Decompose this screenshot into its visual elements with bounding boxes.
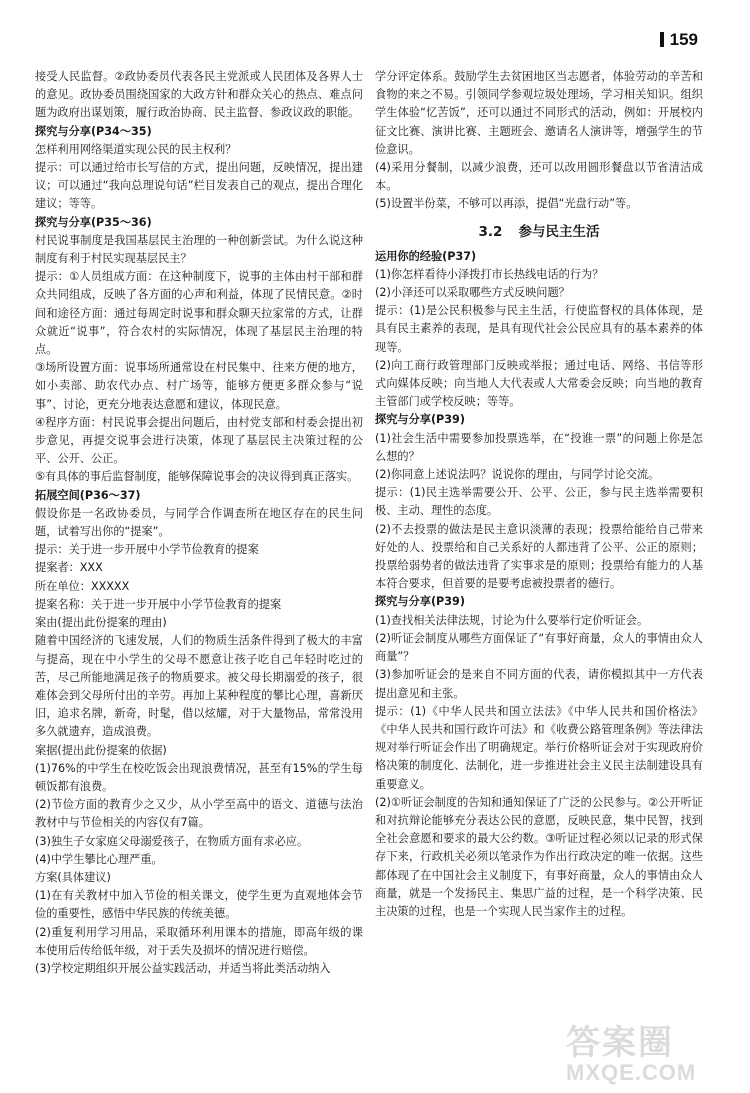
paragraph: 怎样利用网络渠道实现公民的民主权利？: [35, 142, 237, 156]
paragraph: ③场所设置方面：说事场所通常设在村民集中、往来方便的地方，如小卖部、助农代办点、村广场等，能够方便更多群众参与“说事”、讨论，更充分地表达意愿和建议，体现民意。: [35, 361, 363, 411]
paragraph: 案由(提出此份提案的理由): [35, 616, 167, 630]
paragraph: 提示：(1)是公民积极参与民主生活，行使监督权的具体体现，是具有民主素养的表现，是具有现代社会公民应具有的基本素养的体现等。: [375, 304, 703, 354]
paragraph: (1)你怎样看待小泽拨打市长热线电话的行为？: [375, 267, 604, 281]
paragraph: ④程序方面：村民说事会提出问题后，由村党支部和村委会提出初步意见，再提交说事会进行决策，体现了基层民主决策过程的公平、公开、公正。: [35, 415, 363, 466]
subsection-heading: 探究与分享(P39): [375, 413, 465, 427]
watermark-line2: MXQE.COM: [566, 1060, 697, 1085]
paragraph: 提示：(1)民主选举需要公开、公平、公正，参与民主选举需要积极、主动、理性的态度。: [375, 486, 703, 518]
subsection-heading: 运用你的经验(P37): [375, 249, 477, 263]
page-number: [660, 30, 698, 50]
paragraph: (2)①听证会制度的告知和通知保证了广泛的公民参与。②公开听证和对抗辩论能够充分表达公民的意愿，反映民意，集中民智，找到全社会意愿和要求的最大公约数。③听证过程必须以记录的形式保存下来，行政机关必须以笔录作为作出行政决定的唯一依据。这些都体现了在中国社会主义制度下，有事好商量，众人的事情由众人商量，就是一个发扬民主、集思广益的过程，是一个科学决策、民主决策的过程，也是一个实现人民当家作主的过程。: [375, 795, 703, 918]
paragraph: (2)小泽还可以采取哪些方式反映问题？: [375, 286, 570, 300]
paragraph: (2)你同意上述说法吗？说说你的理由，与同学讨论交流。: [375, 468, 660, 482]
paragraph: (2)向工商行政管理部门反映或举报；通过电话、网络、书信等形式向媒体反映；向当地人大代表或人大常委会反映；向当地的教育主管部门或学校反映；等等。: [375, 358, 703, 409]
paragraph: (1)查找相关法律法规，讨论为什么要举行定价听证会。: [375, 613, 649, 627]
subsection-heading: 拓展空间(P36～37): [35, 488, 141, 502]
paragraph: 提示：(1)《中华人民共和国立法法》《中华人民共和国价格法》《中华人民共和国行政许可法》和《收费公路管理条例》等法律法规对举行听证会作出了明确规定。举行价格听证会对于实现政府价格决策的制度化、法制化，进一步推进社会主义民主法制建设具有重要意义。: [375, 704, 703, 791]
paragraph: 接受人民监督。②政协委员代表各民主党派或人民团体及各界人士的意见。政协委员围绕国家的大政方针和群众关心的热点、难点问题为政府出谋划策，履行政治协商、民主监督、参政议政的职能。: [35, 70, 363, 120]
paragraph: (4)中学生攀比心理严重。: [35, 852, 163, 866]
paragraph: 案据(提出此份提案的依据): [35, 743, 167, 757]
subsection-heading: 探究与分享(P35～36): [35, 215, 152, 229]
watermark-logo: [566, 1015, 736, 1085]
subsection-heading: 探究与分享(P39): [375, 595, 465, 609]
section-heading: [375, 222, 703, 242]
paragraph: (3)独生子女家庭父母溺爱孩子，在物质方面有求必应。: [35, 834, 309, 848]
page-number-text: 159: [669, 30, 698, 49]
section-title: 参与民主生活: [518, 223, 600, 240]
paragraph: 提示：可以通过给市长写信的方式，提出问题，反映情况，提出建议；可以通过“我向总理说句话”栏目发表自己的观点，提出合理化建议；等等。: [35, 161, 363, 211]
paragraph: (1)76%的中学生在校吃饭会出现浪费情况，甚至有15%的学生每顿饭都有浪费。: [35, 761, 363, 793]
paragraph: (5)设置半份菜，不够可以再添，提倡“光盘行动”等。: [375, 197, 638, 211]
watermark-line1: 答案圈: [566, 1023, 674, 1063]
page-number-marker: [660, 32, 664, 47]
paragraph: 所在单位：XXXXX: [35, 579, 130, 593]
paragraph: 假设你是一名政协委员，与同学合作调查所在地区存在的民生问题，试着写出你的“提案”。: [35, 506, 363, 539]
paragraph: ⑤有具体的事后监督制度，能够保障说事会的决议得到真正落实。: [35, 470, 359, 484]
paragraph: (4)采用分餐制，以减少浪费，还可以改用圆形餐盘以节省清洁成本。: [375, 161, 703, 193]
paragraph: 方案(具体建议): [35, 870, 111, 884]
section-number: 3.2: [478, 223, 503, 240]
paragraph: (2)听证会制度从哪些方面保证了“有事好商量，众人的事情由众人商量”？: [375, 631, 703, 664]
paragraph: 学分评定体系。鼓励学生去贫困地区当志愿者，体验劳动的辛苦和食物的来之不易。引领同学参观垃圾处理场，学习相关知识。组织学生体验“忆苦饭”，还可以通过不同形式的活动，例如：开展校内征文比赛、演讲比赛、主题班会、邀请名人演讲等，增强学生的节俭意识。: [375, 70, 703, 156]
subsection-heading: 探究与分享(P34～35): [35, 124, 152, 138]
paragraph: 提示：①人员组成方面：在这种制度下，说事的主体由村干部和群众共同组成，反映了各方面的心声和利益，体现了民情民意。②时间和途径方面：通过每周定时说事和群众聊天拉家常的方式，让群众就近“说事”，符合农村的实际情况，体现了基层民主治理的特点。: [35, 270, 363, 357]
paragraph: (2)节俭方面的教育少之又少，从小学至高中的语文、道德与法治教材中与节俭相关的内容仅有7篇。: [35, 798, 363, 830]
paragraph: 提案名称：关于进一步开展中小学节俭教育的提案: [35, 597, 282, 611]
paragraph: (2)重复利用学习用品，采取循环利用课本的措施，即高年级的课本使用后传给低年级，对于丢失及损坏的情况进行赔偿。: [35, 925, 363, 957]
left-column: [35, 68, 363, 978]
paragraph: 随着中国经济的飞速发展，人们的物质生活条件得到了极大的丰富与提高，现在中小学生的父母不愿意让孩子吃自己年轻时吃过的苦，尽己所能地满足孩子的物质要求。被父母长期溺爱的孩子，很难体会到父母所付出的辛劳。再加上某种程度的攀比心理，喜新厌旧，追求名牌，新奇，时髦，借以炫耀，对于大量物品，常常没用多久就遗弃，造成浪费。: [35, 634, 363, 739]
paragraph: 提案者：XXX: [35, 561, 103, 575]
right-column: [375, 68, 703, 921]
paragraph: 村民说事制度是我国基层民主治理的一种创新尝试。为什么说这种制度有利于村民实现基层民主？: [35, 233, 363, 266]
paragraph: 提示：关于进一步开展中小学节俭教育的提案: [35, 543, 259, 557]
paragraph: (3)参加听证会的是来自不同方面的代表，请你模拟其中一方代表提出意见和主张。: [375, 668, 703, 700]
paragraph: (1)在有关教材中加入节俭的相关课文，使学生更为直观地体会节俭的重要性，感悟中华民族的传统美德。: [35, 889, 363, 921]
paragraph: (2)不去投票的做法是民主意识淡薄的表现；投票给能给自己带来好处的人、投票给和自己关系好的人都违背了公平、公正的原则；投票给弱势者的做法违背了实事求是的原则；投票给有能力的人基本符合要求，但首要的是要考虑被投票者的德行。: [375, 522, 703, 591]
paragraph: (1)社会生活中需要参加投票选举，在“投谁一票”的问题上你是怎么想的？: [375, 431, 703, 463]
paragraph: (3)学校定期组织开展公益实践活动，并适当将此类活动纳入: [35, 961, 331, 975]
